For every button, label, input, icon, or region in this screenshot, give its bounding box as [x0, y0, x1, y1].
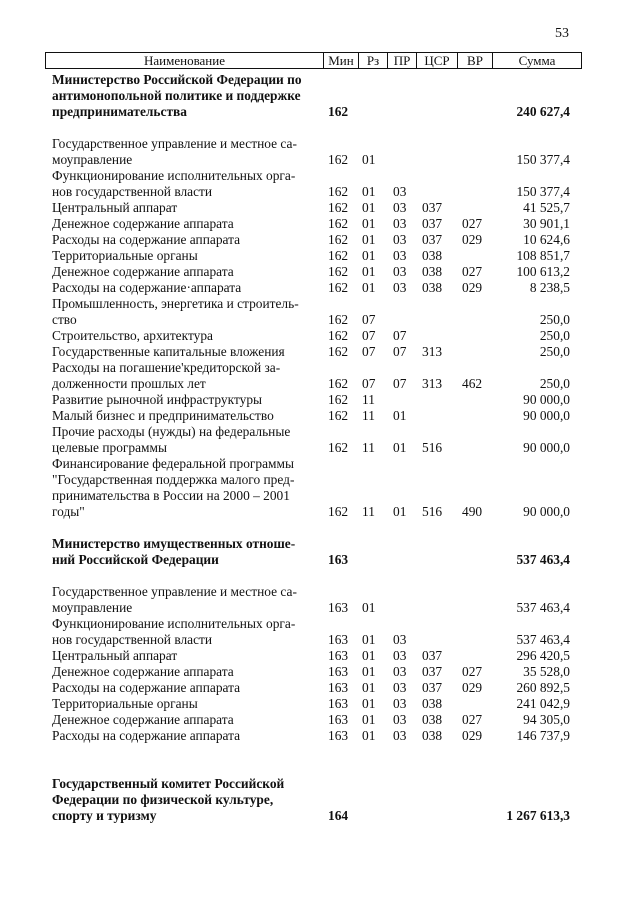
row-rz: 07 [362, 312, 376, 327]
row-sum: 537 463,4 [516, 552, 570, 567]
row-csr: 037 [422, 232, 443, 247]
row-vr: 029 [462, 280, 483, 295]
row-spacer [0, 568, 640, 584]
row-name: Государственное управление и местное са- [52, 136, 297, 151]
row-sum: 250,0 [539, 312, 570, 327]
row-sum: 90 000,0 [523, 392, 570, 407]
row-vr: 029 [462, 680, 483, 695]
row-pr: 03 [393, 664, 407, 679]
header-name: Наименование [46, 53, 324, 68]
row-min: 162 [328, 152, 349, 167]
row-pr: 03 [393, 280, 407, 295]
table-body [0, 72, 640, 824]
row-sum: 30 901,1 [523, 216, 570, 231]
row-pr: 07 [393, 376, 407, 391]
row-name: Министерство Российской Федерации по [52, 72, 302, 87]
row-csr: 037 [422, 216, 443, 231]
row-pr: 07 [393, 344, 407, 359]
row-csr: 037 [422, 680, 443, 695]
row-min: 162 [328, 232, 349, 247]
row-name: Финансирование федеральной программы [52, 456, 294, 471]
table-row [0, 504, 640, 520]
row-min: 162 [328, 104, 349, 119]
row-csr: 038 [422, 712, 443, 727]
row-pr: 03 [393, 216, 407, 231]
row-csr: 037 [422, 200, 443, 215]
row-pr: 03 [393, 232, 407, 247]
row-min: 162 [328, 408, 349, 423]
row-csr: 038 [422, 696, 443, 711]
row-name: долженности прошлых лет [52, 376, 206, 391]
table-row [0, 792, 640, 808]
row-sum: 296 420,5 [516, 648, 570, 663]
row-sum: 250,0 [539, 328, 570, 343]
header-pr: ПР [388, 53, 417, 68]
row-pr: 03 [393, 712, 407, 727]
table-row [0, 648, 640, 664]
row-rz: 01 [362, 264, 376, 279]
row-min: 162 [328, 440, 349, 455]
row-sum: 90 000,0 [523, 440, 570, 455]
table-row [0, 232, 640, 248]
row-name: Государственные капитальные вложения [52, 344, 285, 359]
table-row [0, 808, 640, 824]
table-row [0, 216, 640, 232]
row-name: Денежное содержание аппарата [52, 712, 234, 727]
row-csr: 038 [422, 264, 443, 279]
table-row [0, 712, 640, 728]
row-min: 163 [328, 664, 349, 679]
row-spacer [0, 744, 640, 760]
row-csr: 516 [422, 504, 443, 519]
table-row [0, 488, 640, 504]
row-sum: 146 737,9 [516, 728, 570, 743]
row-rz: 11 [362, 392, 375, 407]
table-row [0, 184, 640, 200]
row-csr: 037 [422, 664, 443, 679]
row-sum: 250,0 [539, 376, 570, 391]
row-csr: 313 [422, 344, 443, 359]
row-min: 163 [328, 600, 349, 615]
row-pr: 01 [393, 408, 407, 423]
row-name: Строительство, архитектура [52, 328, 213, 343]
row-min: 163 [328, 552, 349, 567]
row-name: Денежное содержание аппарата [52, 264, 234, 279]
table-row [0, 472, 640, 488]
row-rz: 01 [362, 216, 376, 231]
row-name: предпринимательства [52, 104, 187, 119]
row-name: ство [52, 312, 77, 327]
row-pr: 01 [393, 504, 407, 519]
row-rz: 01 [362, 680, 376, 695]
row-rz: 07 [362, 344, 376, 359]
table-row [0, 616, 640, 632]
header-vr: ВР [458, 53, 493, 68]
table-row [0, 632, 640, 648]
table-row [0, 456, 640, 472]
row-min: 163 [328, 680, 349, 695]
row-min: 162 [328, 248, 349, 263]
row-csr: 516 [422, 440, 443, 455]
row-name: Территориальные органы [52, 696, 198, 711]
row-name: Денежное содержание аппарата [52, 664, 234, 679]
table-row [0, 376, 640, 392]
row-csr: 038 [422, 728, 443, 743]
row-pr: 07 [393, 328, 407, 343]
table-row [0, 312, 640, 328]
table-row [0, 680, 640, 696]
row-min: 162 [328, 328, 349, 343]
table-row [0, 344, 640, 360]
row-sum: 90 000,0 [523, 408, 570, 423]
row-vr: 027 [462, 664, 483, 679]
row-pr: 03 [393, 184, 407, 199]
row-sum: 10 624,6 [523, 232, 570, 247]
table-row [0, 328, 640, 344]
row-rz: 01 [362, 600, 376, 615]
row-sum: 150 377,4 [516, 152, 570, 167]
table-row [0, 392, 640, 408]
table-row [0, 152, 640, 168]
row-name: "Государственная поддержка малого пред- [52, 472, 295, 487]
row-name: ний Российской Федерации [52, 552, 219, 567]
row-min: 162 [328, 264, 349, 279]
row-min: 162 [328, 504, 349, 519]
row-name: Расходы на содержание·аппарата [52, 280, 242, 295]
row-rz: 11 [362, 408, 375, 423]
row-min: 162 [328, 344, 349, 359]
row-sum: 537 463,4 [516, 600, 570, 615]
table-row [0, 696, 640, 712]
table-row [0, 248, 640, 264]
table-row [0, 424, 640, 440]
table-row [0, 136, 640, 152]
row-sum: 100 613,2 [516, 264, 570, 279]
header-rz: Рз [359, 53, 388, 68]
table-row [0, 296, 640, 312]
row-sum: 108 851,7 [516, 248, 570, 263]
header-sum: Сумма [518, 53, 556, 68]
row-sum: 41 525,7 [523, 200, 570, 215]
row-min: 162 [328, 184, 349, 199]
row-rz: 01 [362, 632, 376, 647]
row-pr: 03 [393, 696, 407, 711]
row-name: Прочие расходы (нужды) на федеральные [52, 424, 291, 439]
row-rz: 01 [362, 712, 376, 727]
table-row [0, 264, 640, 280]
row-name: Малый бизнес и предпринимательство [52, 408, 274, 423]
table-row [0, 88, 640, 104]
row-pr: 03 [393, 728, 407, 743]
row-sum: 240 627,4 [516, 104, 570, 119]
row-rz: 01 [362, 280, 376, 295]
row-sum: 1 267 613,3 [506, 808, 570, 823]
table-row [0, 200, 640, 216]
page-number: 53 [555, 26, 569, 41]
row-min: 163 [328, 728, 349, 743]
row-name: моуправление [52, 600, 133, 615]
row-name: моуправление [52, 152, 133, 167]
row-rz: 01 [362, 200, 376, 215]
table-row [0, 776, 640, 792]
row-min: 162 [328, 280, 349, 295]
row-name: Государственный комитет Российской [52, 776, 285, 791]
table-row [0, 72, 640, 88]
row-sum: 260 892,5 [516, 680, 570, 695]
row-sum: 8 238,5 [529, 280, 570, 295]
row-rz: 01 [362, 648, 376, 663]
table-row [0, 728, 640, 744]
row-pr: 03 [393, 248, 407, 263]
row-vr: 027 [462, 264, 483, 279]
table-row [0, 584, 640, 600]
row-rz: 07 [362, 376, 376, 391]
row-name: нов государственной власти [52, 184, 213, 199]
row-vr: 027 [462, 216, 483, 231]
table-row [0, 552, 640, 568]
row-min: 163 [328, 648, 349, 663]
row-vr: 027 [462, 712, 483, 727]
row-name: целевые программы [52, 440, 167, 455]
row-pr: 03 [393, 648, 407, 663]
row-sum: 537 463,4 [516, 632, 570, 647]
row-name: Территориальные органы [52, 248, 198, 263]
row-min: 163 [328, 712, 349, 727]
table-row [0, 536, 640, 552]
row-name: Расходы на содержание аппарата [52, 680, 241, 695]
row-sum: 94 305,0 [523, 712, 570, 727]
row-rz: 11 [362, 504, 375, 519]
row-min: 163 [328, 632, 349, 647]
row-vr: 029 [462, 728, 483, 743]
row-vr: 490 [462, 504, 483, 519]
row-rz: 11 [362, 440, 375, 455]
row-name: Расходы на погашение'кредиторской за- [52, 360, 281, 375]
row-sum: 35 528,0 [523, 664, 570, 679]
row-sum: 150 377,4 [516, 184, 570, 199]
row-name: Расходы на содержание аппарата [52, 232, 241, 247]
row-vr: 029 [462, 232, 483, 247]
row-name: нов государственной власти [52, 632, 213, 647]
row-rz: 01 [362, 232, 376, 247]
row-name: Центральный аппарат [52, 648, 178, 663]
row-rz: 01 [362, 152, 376, 167]
row-min: 164 [328, 808, 349, 823]
row-name: Функционирование исполнительных орга- [52, 616, 296, 631]
row-spacer [0, 520, 640, 536]
row-min: 162 [328, 216, 349, 231]
table-header [45, 52, 582, 69]
row-rz: 07 [362, 328, 376, 343]
table-row [0, 168, 640, 184]
row-csr: 313 [422, 376, 443, 391]
row-pr: 01 [393, 440, 407, 455]
row-rz: 01 [362, 728, 376, 743]
row-spacer [0, 760, 640, 776]
row-csr: 038 [422, 280, 443, 295]
row-name: Денежное содержание аппарата [52, 216, 234, 231]
header-min: Мин [324, 53, 359, 68]
row-name: спорту и туризму [52, 808, 157, 823]
row-rz: 01 [362, 248, 376, 263]
row-name: годы" [52, 504, 85, 519]
row-name: Функционирование исполнительных орга- [52, 168, 296, 183]
row-name: Министерство имущественных отноше- [52, 536, 296, 551]
row-rz: 01 [362, 664, 376, 679]
table-row [0, 408, 640, 424]
row-pr: 03 [393, 632, 407, 647]
row-rz: 01 [362, 696, 376, 711]
row-pr: 03 [393, 680, 407, 695]
row-name: Центральный аппарат [52, 200, 178, 215]
table-row [0, 600, 640, 616]
row-min: 162 [328, 200, 349, 215]
row-sum: 241 042,9 [516, 696, 570, 711]
row-min: 163 [328, 696, 349, 711]
row-pr: 03 [393, 200, 407, 215]
row-name: Расходы на содержание аппарата [52, 728, 241, 743]
row-sum: 90 000,0 [523, 504, 570, 519]
row-name: антимонопольной политике и поддержке [52, 88, 301, 103]
row-csr: 037 [422, 648, 443, 663]
row-spacer [0, 120, 640, 136]
row-name: Федерации по физической культуре, [52, 792, 274, 807]
row-min: 162 [328, 392, 349, 407]
row-min: 162 [328, 376, 349, 391]
row-name: Промышленность, энергетика и строитель- [52, 296, 299, 311]
table-row [0, 664, 640, 680]
row-name: принимательства в России на 2000 – 2001 [52, 488, 290, 503]
table-row [0, 104, 640, 120]
row-sum: 250,0 [539, 344, 570, 359]
row-name: Государственное управление и местное са- [52, 584, 297, 599]
row-csr: 038 [422, 248, 443, 263]
row-rz: 01 [362, 184, 376, 199]
row-name: Развитие рыночной инфраструктуры [52, 392, 263, 407]
row-min: 162 [328, 312, 349, 327]
table-row [0, 360, 640, 376]
table-row [0, 440, 640, 456]
table-row [0, 280, 640, 296]
row-vr: 462 [462, 376, 483, 391]
header-csr: ЦСР [417, 53, 458, 68]
row-pr: 03 [393, 264, 407, 279]
